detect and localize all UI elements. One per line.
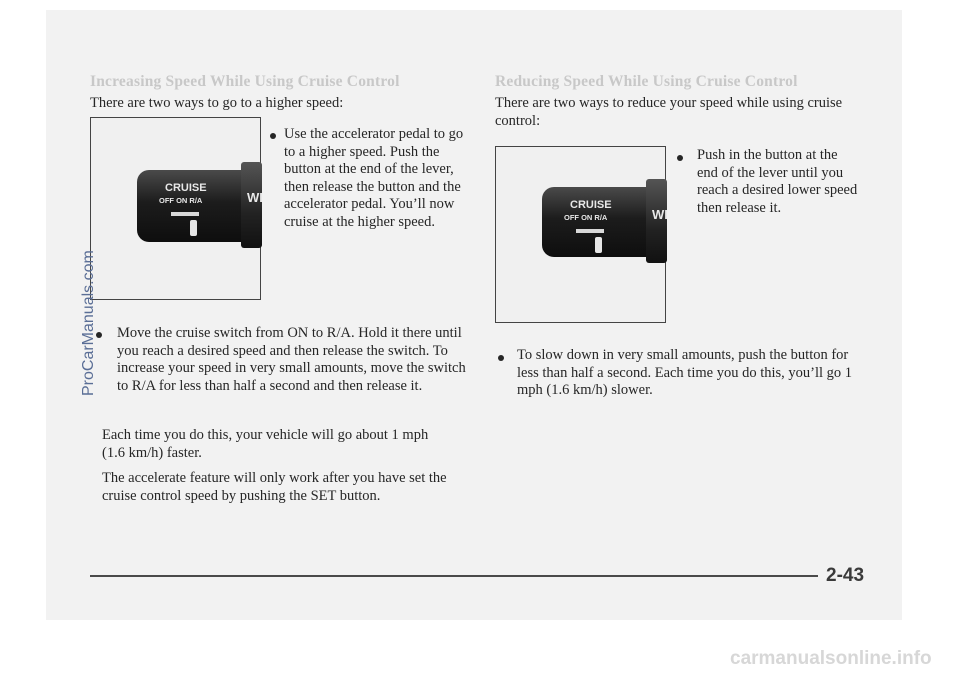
right-bullet-2-text: To slow down in very small amounts, push the button for less than half a second. Each time you do this, you’ll go 1 mph (1.6 km/h) slower. [517,347,853,399]
cruise-lever-photo-right [495,146,666,323]
cruise-lever-photo-left [90,117,261,300]
left-bullet-1-dot [270,133,276,139]
left-bullet-2-text: Move the cruise switch from ON to R/A. Hold it there until you reach a desired speed and then release the switch. To increase your speed in very small amounts, move the switch to R/A for less than half a second and then release it. [117,325,466,394]
lever-body [137,170,257,242]
right-bullet-1-text: Push in the button at the end of the lever until you reach a desired lower speed then release it. [697,147,858,216]
lever-positions-label: OFF ON R/A [159,196,203,205]
lever-side-label: WI [652,207,668,222]
lever-body [542,187,662,257]
left-section-heading: Increasing Speed While Using Cruise Control [90,73,400,90]
footer-watermark-url: carmanualsonline.info [730,648,932,669]
lever-cruise-label: CRUISE [165,182,207,194]
lever-switch-marker [171,212,199,216]
left-paragraph-2: The accelerate feature will only work after you have set the cruise control speed by pushing the SET button. [102,470,447,504]
side-watermark: ProCarManuals.com [80,250,97,396]
lever-switch-marker [576,229,604,233]
lever-tip [241,162,262,248]
lever-side-label: WI [247,190,263,205]
footer-rule [90,575,818,577]
right-intro-text: There are two ways to reduce your speed while using cruise control: [495,95,843,129]
left-bullet-1-text: Use the accelerator pedal to go to a higher speed. Push the button at the end of the lever, then release the button and the accelerator pedal. You’ll now cruise at the higher speed. [284,126,464,230]
page-number: 2-43 [826,565,865,586]
right-bullet-2-dot [498,355,504,361]
lever-cruise-label: CRUISE [570,199,612,211]
left-intro-text: There are two ways to go to a higher speed: [90,95,344,111]
right-section-heading: Reducing Speed While Using Cruise Control [495,73,798,90]
lever-positions-label: OFF ON R/A [564,213,608,222]
lever-switch-knob [190,220,197,236]
lever-switch-knob [595,237,602,253]
left-paragraph-1: Each time you do this, your vehicle will go about 1 mph (1.6 km/h) faster. [102,427,429,461]
right-bullet-1-dot [677,155,683,161]
